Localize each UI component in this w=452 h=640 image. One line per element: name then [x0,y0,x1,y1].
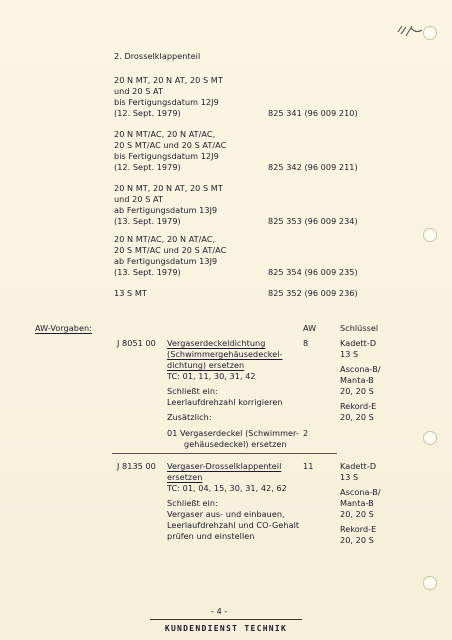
page-number: - 4 - [211,606,228,616]
binder-hole [423,576,437,590]
vehicle-key: Ascona-B/ [340,364,381,374]
operation-title: Vergaser-Drosselklappenteil [167,461,282,471]
section-title: 2. Drosselklappenteil [114,51,201,61]
part-number: 825 354 (96 009 235) [268,267,358,277]
aw-value: 8 [303,338,309,348]
tc-codes: TC: 01, 04, 15, 30, 31, 42, 62 [167,483,287,493]
vehicle-key: Kadett-D [340,461,377,471]
tc-codes: TC: 01, 11, 30, 31, 42 [167,371,256,381]
footer-text: KUNDENDIENST TECHNIK [164,624,288,633]
footer-rule [150,619,302,620]
entry-divider [112,453,337,454]
handwritten-mark [396,22,424,44]
part-number: 825 342 (96 009 211) [268,162,358,172]
aw-value: 11 [303,461,314,471]
aw-value: 2 [303,428,309,438]
document-page: 2. Drosselklappenteil 20 N MT, 20 N AT, 20 S MT und 20 S AT bis Fertigungsdatum 12J9 (12. Sept. 1979) 825 341 (96 009 210) 20 N MT/AC, 20 N AT/AC, 20 S MT/AC und 20 S AT/AC bis Fertigungsdatum 12J9 (12. Sept. 1979) 825 342 (96 009 211) 20 N MT, 20 N AT, 20 S MT und 20 S AT ab Fertigungsdatum 13J9 (13. Sept. 1979) 825 353 (96 009 234) 20 N MT/AC, 20 N AT/AC, 20 S MT/AC und 20 S AT/AC ab Fertigungsdatum 13J9 (13. Sept. 1979) 825 354 (96 009 235) 13 S MT 825 352 (96 009 236) AW-Vorgaben: AW Schlüssel J 8051 00 Vergaserdeckeldichtung (Schwimmergehäusedeckel- dichtung) ersetzen TC: 01, 11, 30, 31, 42 Schließt ein: Leerlaufdrehzahl korrigieren Zusätzlich: 01 Vergaserdeckel (Schwimmer- gehäusedeckel) ersetzen 8 2 Kadett-D 13 S Ascona-B/ Manta-B 20, 20 S Rekord-E 20, 20 S J 8135 00 Vergaser-Drosselklappenteil ersetzen TC: 01, 04, 15, 30, 31, 42, 62 Schließt ein: Vergaser aus- und einbauen, Leerlaufdrehzahl und CO-Gehalt prüfen und einstellen 11 Kadett-D 13 S Ascona-B/ Manta-B 20, 20 S Rekord-E 20, 20 S - 4 - KUNDENDIENST TECHNIK [0,0,452,640]
operation-code: J 8051 00 [117,338,156,348]
part-number: 825 353 (96 009 234) [268,216,358,226]
key-column-header: Schlüssel [340,323,379,333]
binder-hole [423,228,437,242]
vehicle-key: Ascona-B/ [340,487,381,497]
vehicle-key: Rekord-E [340,401,377,411]
aw-label: AW-Vorgaben: [35,323,92,333]
part-number: 825 341 (96 009 210) [268,108,358,118]
part-number: 825 352 (96 009 236) [268,288,358,298]
binder-hole [423,26,437,40]
binder-hole [423,431,437,445]
operation-title: Vergaserdeckeldichtung [167,338,266,348]
operation-code: J 8135 00 [117,461,156,471]
aw-column-header: AW [303,323,317,333]
vehicle-key: Rekord-E [340,524,377,534]
vehicle-key: Kadett-D [340,338,377,348]
